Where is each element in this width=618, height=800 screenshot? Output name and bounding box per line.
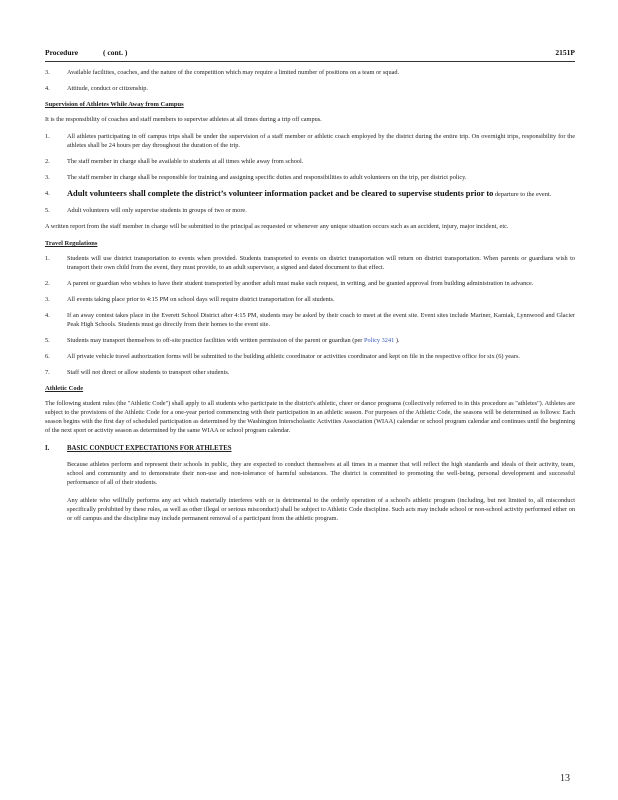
item-text: All athletes participating in off campus trips shall be under the supervision of a staff member or athletic coach employed by the district during the entire trip. On overnight trips, responsibility for the athletes shall be 24 hours per day throughout the duration of the trip.: [67, 133, 575, 149]
basic-conduct-heading: [45, 445, 575, 452]
item-number: 4.: [45, 312, 50, 319]
item-text: Students will use district transportation to events when provided. Students transported to events on district transportation will return on district transportation. When parents or guardians wish to transport their own child from the event, they must provide, to an adult supervisor, a signed and dated document to that effect.: [67, 255, 575, 271]
page-number: 13: [560, 773, 570, 784]
travel-heading: Travel Regulations: [45, 240, 98, 247]
procedure-number: 2151P: [555, 48, 575, 57]
item-number: 5.: [45, 337, 50, 344]
item-text: All events taking place prior to 4:15 PM on school days will require district transportation for all students.: [67, 296, 335, 303]
item-number: 5.: [45, 207, 50, 214]
item-text: A parent or guardian who wishes to have their student transported by another adult must make such request, in writing, and be granted approval from building administration in advance.: [67, 280, 534, 287]
item-text: Students may transport themselves to off-site practice facilities with written permission of the parent or guardian (per: [67, 337, 363, 344]
header-rule: [45, 61, 575, 62]
policy-link[interactable]: Policy 3241: [363, 337, 395, 344]
item-text: All private vehicle travel authorization forms will be submitted to the building athletic coordinator or activities coordinator and kept on file in the respective office for six (6) years.: [67, 353, 520, 360]
item-number: 7.: [45, 369, 50, 376]
procedure-label: Procedure: [45, 48, 79, 57]
list-item: [45, 68, 575, 77]
item-number: 3.: [45, 296, 50, 303]
list-item: [45, 295, 575, 304]
item-number: 1.: [45, 255, 50, 262]
section-title: BASIC CONDUCT EXPECTATIONS FOR ATHLETES: [67, 445, 232, 452]
list-item: [45, 279, 575, 288]
item-number: 2.: [45, 280, 50, 287]
basic-conduct-paragraph-2: Any athlete who willfully performs any act which materially interferes with or is detrimental to the orderly operation of a school's athletic program (including, but not limited to, all misconduct specifically prohibited by these rules, as well as other illegal or serious misconduct) shall be subject to Athletic Code discipline. Such acts may include school or non-school activity performed either on or off campus and the discipline may include permanent removal of a participant from the athletic program.: [67, 497, 575, 522]
list-item: [45, 157, 575, 166]
continued-label: ( cont. ): [103, 48, 128, 57]
list-item: [45, 352, 575, 361]
list-item: [45, 132, 575, 150]
item-text: Attitude, conduct or citizenship.: [67, 85, 148, 92]
list-item: [45, 84, 575, 93]
item-number: 3.: [45, 174, 50, 181]
list-item: [45, 336, 575, 345]
list-item: [45, 206, 575, 215]
item-text: ).: [395, 337, 400, 344]
supervision-heading: Supervision of Athletes While Away from Campus: [45, 101, 184, 108]
item-text: The staff member in charge shall be available to students at all times while away from school.: [67, 158, 304, 165]
item-number: 4.: [45, 190, 50, 197]
athletic-code-heading: Athletic Code: [45, 385, 84, 392]
item-text: Adult volunteers will only supervise students in groups of two or more.: [67, 207, 247, 214]
list-item: [45, 173, 575, 182]
basic-conduct-paragraph-1: Because athletes perform and represent their schools in public, they are expected to conduct themselves at all times in a manner that will reflect the high standards and ideals of their activity, team, school and community and to demonstrate their non-use and non-tolerance of harmful substances. The district is committed to promoting the well-being, personal development and successful performance of all of their students.: [67, 461, 575, 486]
item-number: 4.: [45, 85, 50, 92]
supervision-intro: It is the responsibility of coaches and staff members to supervise athletes at all times during a trip off campus.: [45, 116, 322, 123]
item-text-large: Adult volunteers shall complete the district’s volunteer information packet and be cleared to supervise students prior to: [67, 189, 494, 198]
section-numeral: I.: [45, 445, 50, 452]
list-item: [45, 189, 575, 199]
item-text: Available facilities, coaches, and the nature of the competition which may require a limited number of positions on a team or squad.: [67, 69, 400, 76]
item-number: 6.: [45, 353, 50, 360]
item-number: 2.: [45, 158, 50, 165]
item-text: The staff member in charge shall be responsible for training and assigning specific duties and responsibilities to adult volunteers on the trip, per district policy.: [67, 174, 467, 181]
athletic-code-paragraph: The following student rules (the "Athletic Code") shall apply to all students who participate in the district's athletic, cheer or dance programs (collectively referred to in this procedure as "athletes"). Athletes are subject to the provisions of the Athletic Code for a one-year period commencing with their participation in an athletic season. For purposes of the Athletic Code, the seasons will be determined as follows: Each season begins with the first day of scheduled participation as determined by the Washington Interscholastic Activities Association (WIAA) calendar or school program calendar and continues until the beginning of the next sport or activity season as determined by the same WIAA or school program calendar.: [45, 400, 575, 434]
item-number: 3.: [45, 69, 50, 76]
document-page: [45, 48, 575, 532]
item-text: departure to the event.: [494, 191, 552, 198]
item-number: 1.: [45, 133, 50, 140]
item-text: If an away contest takes place in the Everett School District after 4:15 PM, students may be asked by their coach to meet at the event site. Event sites include Mariner, Kamiak, Lynnwood and Glacier Peak High Schools. Students must go directly from their homes to the event site.: [67, 312, 575, 328]
list-item: [45, 368, 575, 377]
page-header: [45, 48, 575, 60]
list-item: [45, 254, 575, 272]
written-report-paragraph: A written report from the staff member in charge will be submitted to the principal as requested or whenever any unique situation occurs such as an accident, injury, major incident, etc.: [45, 223, 509, 230]
item-text: Staff will not direct or allow students to transport other students.: [67, 369, 230, 376]
list-item: [45, 311, 575, 329]
